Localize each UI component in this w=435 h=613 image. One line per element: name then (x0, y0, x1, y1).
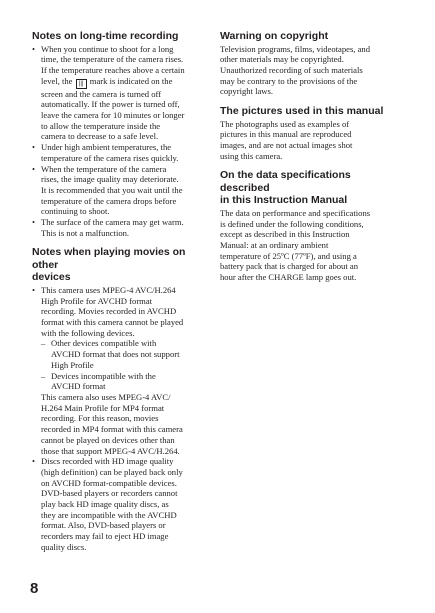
temperature-warning-icon: ||| (76, 79, 87, 89)
text-line: recording. Movies recorded in AVCHD (41, 306, 177, 317)
text-line: those that support MPEG-4 AVC/H.264. (41, 445, 180, 456)
list-item (32, 217, 204, 238)
text-line: is defined under the following conditions, (220, 218, 364, 229)
text-line: pictures in this manual are reproduced (220, 129, 352, 140)
heading-line: in this Instruction Manual (220, 194, 348, 207)
right-column (220, 30, 398, 283)
text-line: • Under high ambient temperatures, the (41, 142, 172, 153)
list-item (32, 142, 204, 163)
text-line: except as described in this Instruction (220, 229, 350, 240)
text-line: play back HD image quality discs, as (41, 499, 169, 510)
sub-list-item (41, 338, 204, 370)
text-line: cannot be played on devices other than (41, 434, 175, 445)
text-line: DVD-based players or recorders cannot (41, 488, 178, 499)
text-line: automatically. If the power is turned off, (41, 99, 180, 110)
text-line: Television programs, films, videotapes, and (220, 43, 370, 54)
list-item (32, 44, 204, 143)
text-fragment: level, the (41, 75, 75, 86)
text-line: recorders may fail to eject HD image (41, 531, 169, 542)
heading-playing-movies (32, 246, 204, 284)
text-line: The data on performance and specifications (220, 207, 371, 218)
text-line: continuing to shoot. (41, 206, 110, 217)
text-line: using this camera. (220, 150, 283, 161)
pictures-paragraph (220, 119, 398, 162)
page-number: 8 (30, 580, 39, 597)
text-line: images, and are not actual images shot (220, 139, 353, 150)
text-line: If the temperature reaches above a certain (41, 64, 185, 75)
text-line: The photographs used as examples of (220, 118, 350, 129)
dash-marker: – (41, 338, 46, 349)
heading-copyright: Warning on copyright (220, 30, 329, 42)
text-line: may be contrary to the provisions of the (220, 75, 358, 86)
text-line: quality discs. (41, 541, 87, 552)
text-line: copyright laws. (220, 86, 273, 97)
text-line: recording. For this reason, movies (41, 413, 159, 424)
heading-line: On the data specifications described (220, 169, 351, 194)
sub-list-item (41, 371, 204, 392)
heading-pictures: The pictures used in this manual (220, 105, 384, 118)
text-line: rises, the image quality may deteriorate. (41, 174, 179, 185)
text-line: This is not a malfunction. (41, 227, 130, 238)
text-line: on AVCHD format-compatible devices. (41, 477, 177, 488)
text-line: It is recommended that you wait until the (41, 184, 183, 195)
text-line: AVCHD format (51, 381, 106, 392)
text-line: recorded in MP4 format with this camera (41, 424, 183, 435)
text-line: AVCHD format that does not support (51, 349, 180, 360)
text-line: • When you continue to shoot for a long (41, 43, 174, 54)
text-line: Other devices compatible with (51, 338, 157, 349)
text-line: other materials may be copyrighted. (220, 54, 344, 65)
text-line: Unauthorized recording of such materials (220, 64, 363, 75)
text-line: temperature of 25ºC (77ºF), and using a (220, 250, 357, 261)
text-line-with-icon (41, 76, 204, 89)
text-line: High Profile (51, 359, 94, 370)
text-line: format. Also, DVD-based players or (41, 520, 166, 531)
playing-movies-list (32, 285, 204, 553)
text-line: • Discs recorded with HD image quality (41, 456, 174, 467)
text-line: format with this camera cannot be played (41, 317, 184, 328)
specifications-paragraph (220, 208, 398, 283)
list-item (32, 164, 204, 218)
text-line: they are incompatible with the AVCHD (41, 509, 177, 520)
heading-data-specifications (220, 169, 398, 207)
heading-line: Notes when playing movies on other (32, 246, 186, 271)
text-line: screen and the camera is turned off (41, 88, 162, 99)
text-line: H.264 Main Profile for MP4 format (41, 402, 165, 413)
long-time-recording-list (32, 44, 204, 239)
copyright-paragraph (220, 44, 398, 98)
text-line: camera to decrease to a safe level. (41, 131, 159, 142)
text-line: This camera also uses MPEG-4 AVC/ (41, 391, 171, 402)
heading-line: devices (32, 271, 71, 284)
dash-marker: – (41, 370, 46, 381)
list-item (32, 285, 204, 456)
text-fragment: mark is indicated on the (87, 75, 173, 86)
left-column (32, 30, 204, 553)
text-line: hour after the CHARGE lamp goes out. (220, 272, 357, 283)
text-line: leave the camera for 10 minutes or longer (41, 110, 185, 121)
text-line: • The surface of the camera may get warm. (41, 217, 184, 228)
list-item (32, 456, 204, 552)
text-line: temperature of the camera rises quickly. (41, 152, 179, 163)
text-line: battery pack that is charged for about an (220, 261, 359, 272)
text-line: time, the temperature of the camera rises. (41, 54, 184, 65)
text-line: • This camera uses MPEG-4 AVC/H.264 (41, 284, 176, 295)
text-line: Manual: at an ordinary ambient (220, 239, 329, 250)
text-line: to allow the temperature inside the (41, 120, 161, 131)
text-line: High Profile for AVCHD format (41, 295, 153, 306)
text-line: (high definition) can be played back only (41, 466, 183, 477)
heading-long-time-recording: Notes on long-time recording (32, 30, 179, 42)
text-line: Devices incompatible with the (51, 370, 156, 381)
text-line: temperature of the camera drops before (41, 195, 177, 206)
text-line: with the following devices. (41, 327, 135, 338)
text-line: • When the temperature of the camera (41, 163, 167, 174)
